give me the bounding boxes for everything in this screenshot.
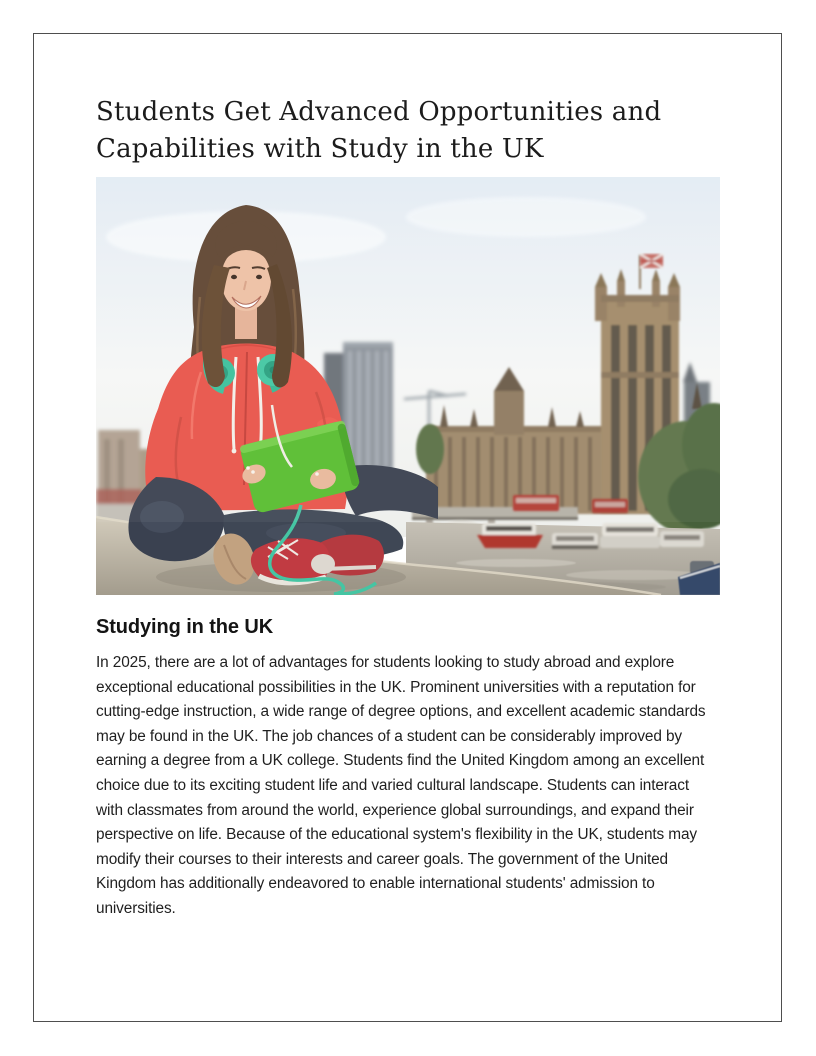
hero-image [96, 177, 720, 595]
document-title: Students Get Advanced Opportunities and Capabilities with Study in the UK [96, 97, 662, 164]
section-heading: Studying in the UK [96, 616, 274, 638]
photo-haze [96, 177, 720, 522]
hero-image-illustration [96, 177, 720, 595]
body-paragraph: In 2025, there are a lot of advantages for students looking to study abroad and explore exceptional educational possibilities in the UK. Prominent universities with a reputation for cutting-edge instruction, a wide range of degree options, and excellent academic standards may be found in the UK. The job chances of a student can be considerably improved by earning a degree from a UK college. Students find the United Kingdom among an excellent choice due to its exciting student life and varied cultural landscape. Students can interact with classmates from around the world, experience global surroundings, and expand their perspective on life. Because of the educational system's flexibility in the UK, students may modify their courses to their interests and career goals. The government of the United Kingdom has additionally endeavored to enable international students' admission to universities. [96, 654, 706, 917]
page-content [96, 0, 736, 922]
